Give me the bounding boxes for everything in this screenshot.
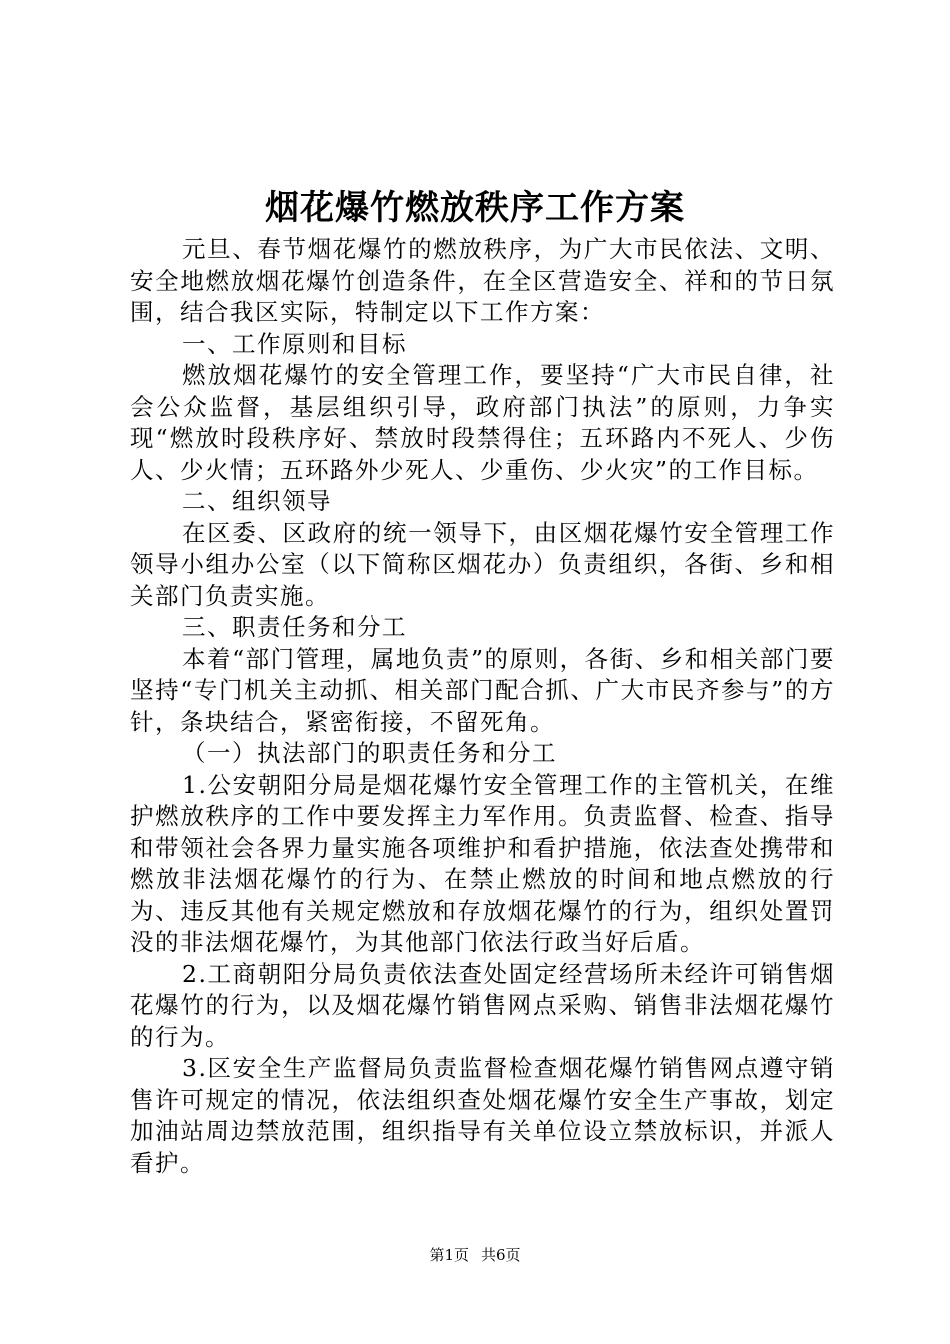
paragraph-duties: 本着“部门管理，属地负责”的原则，各街、乡和相关部门要坚持“专门机关主动抓、相关部门配合抓、广大市民齐参与”的方针，条块结合，紧密衔接，不留死角。 [130, 644, 835, 736]
paragraph-item-1: 1.公安朝阳分局是烟花爆竹安全管理工作的主管机关，在维护燃放秩序的工作中要发挥主力军作用。负责监督、检查、指导和带领社会各界力量实施各项维护和看护措施，依法查处携带和燃放非法烟花爆竹的行为、在禁止燃放的时间和地点燃放的行为、违反其他有关规定燃放和存放烟花爆竹的行为，组织处置罚没的非法烟花爆竹，为其他部门依法行政当好后盾。 [130, 770, 835, 956]
section-heading-leadership: 二、组织领导 [182, 487, 332, 515]
paragraph-intro: 元旦、春节烟花爆竹的燃放秩序，为广大市民依法、文明、安全地燃放烟花爆竹创造条件，在全区营造安全、祥和的节日氛围，结合我区实际，特制定以下工作方案： [130, 235, 835, 326]
subsection-heading-enforcement: （一）执法部门的职责任务和分工 [182, 739, 557, 767]
page-number: 第1页 [429, 1246, 469, 1264]
page-footer [0, 1245, 950, 1265]
paragraph-principles: 燃放烟花爆竹的安全管理工作，要坚持“广大市民自律，社会公众监督，基层组织引导，政府部门执法”的原则，力争实现“燃放时段秩序好、禁放时段禁得住；五环路内不死人、少伤人、少火情；五环路外少死人、少重伤、少火灾”的工作目标。 [130, 361, 835, 484]
section-heading-duties: 三、职责任务和分工 [182, 613, 407, 641]
paragraph-leadership: 在区委、区政府的统一领导下，由区烟花爆竹安全管理工作领导小组办公室（以下简称区烟花办）负责组织，各街、乡和相关部门负责实施。 [130, 518, 835, 610]
document-body [130, 234, 835, 1179]
section-heading-principles: 一、工作原则和目标 [182, 329, 407, 358]
document-title: 烟花爆竹燃放秩序工作方案 [265, 188, 685, 228]
page-total: 共6页 [481, 1246, 521, 1264]
paragraph-item-2: 2.工商朝阳分局负责依法查处固定经营场所未经许可销售烟花爆竹的行为，以及烟花爆竹销售网点采购、销售非法烟花爆竹的行为。 [130, 959, 835, 1051]
paragraph-item-3: 3.区安全生产监督局负责监督检查烟花爆竹销售网点遵守销售许可规定的情况，依法组织查处烟花爆竹安全生产事故，划定加油站周边禁放范围，组织指导有关单位设立禁放标识，并派人看护。 [130, 1054, 835, 1177]
